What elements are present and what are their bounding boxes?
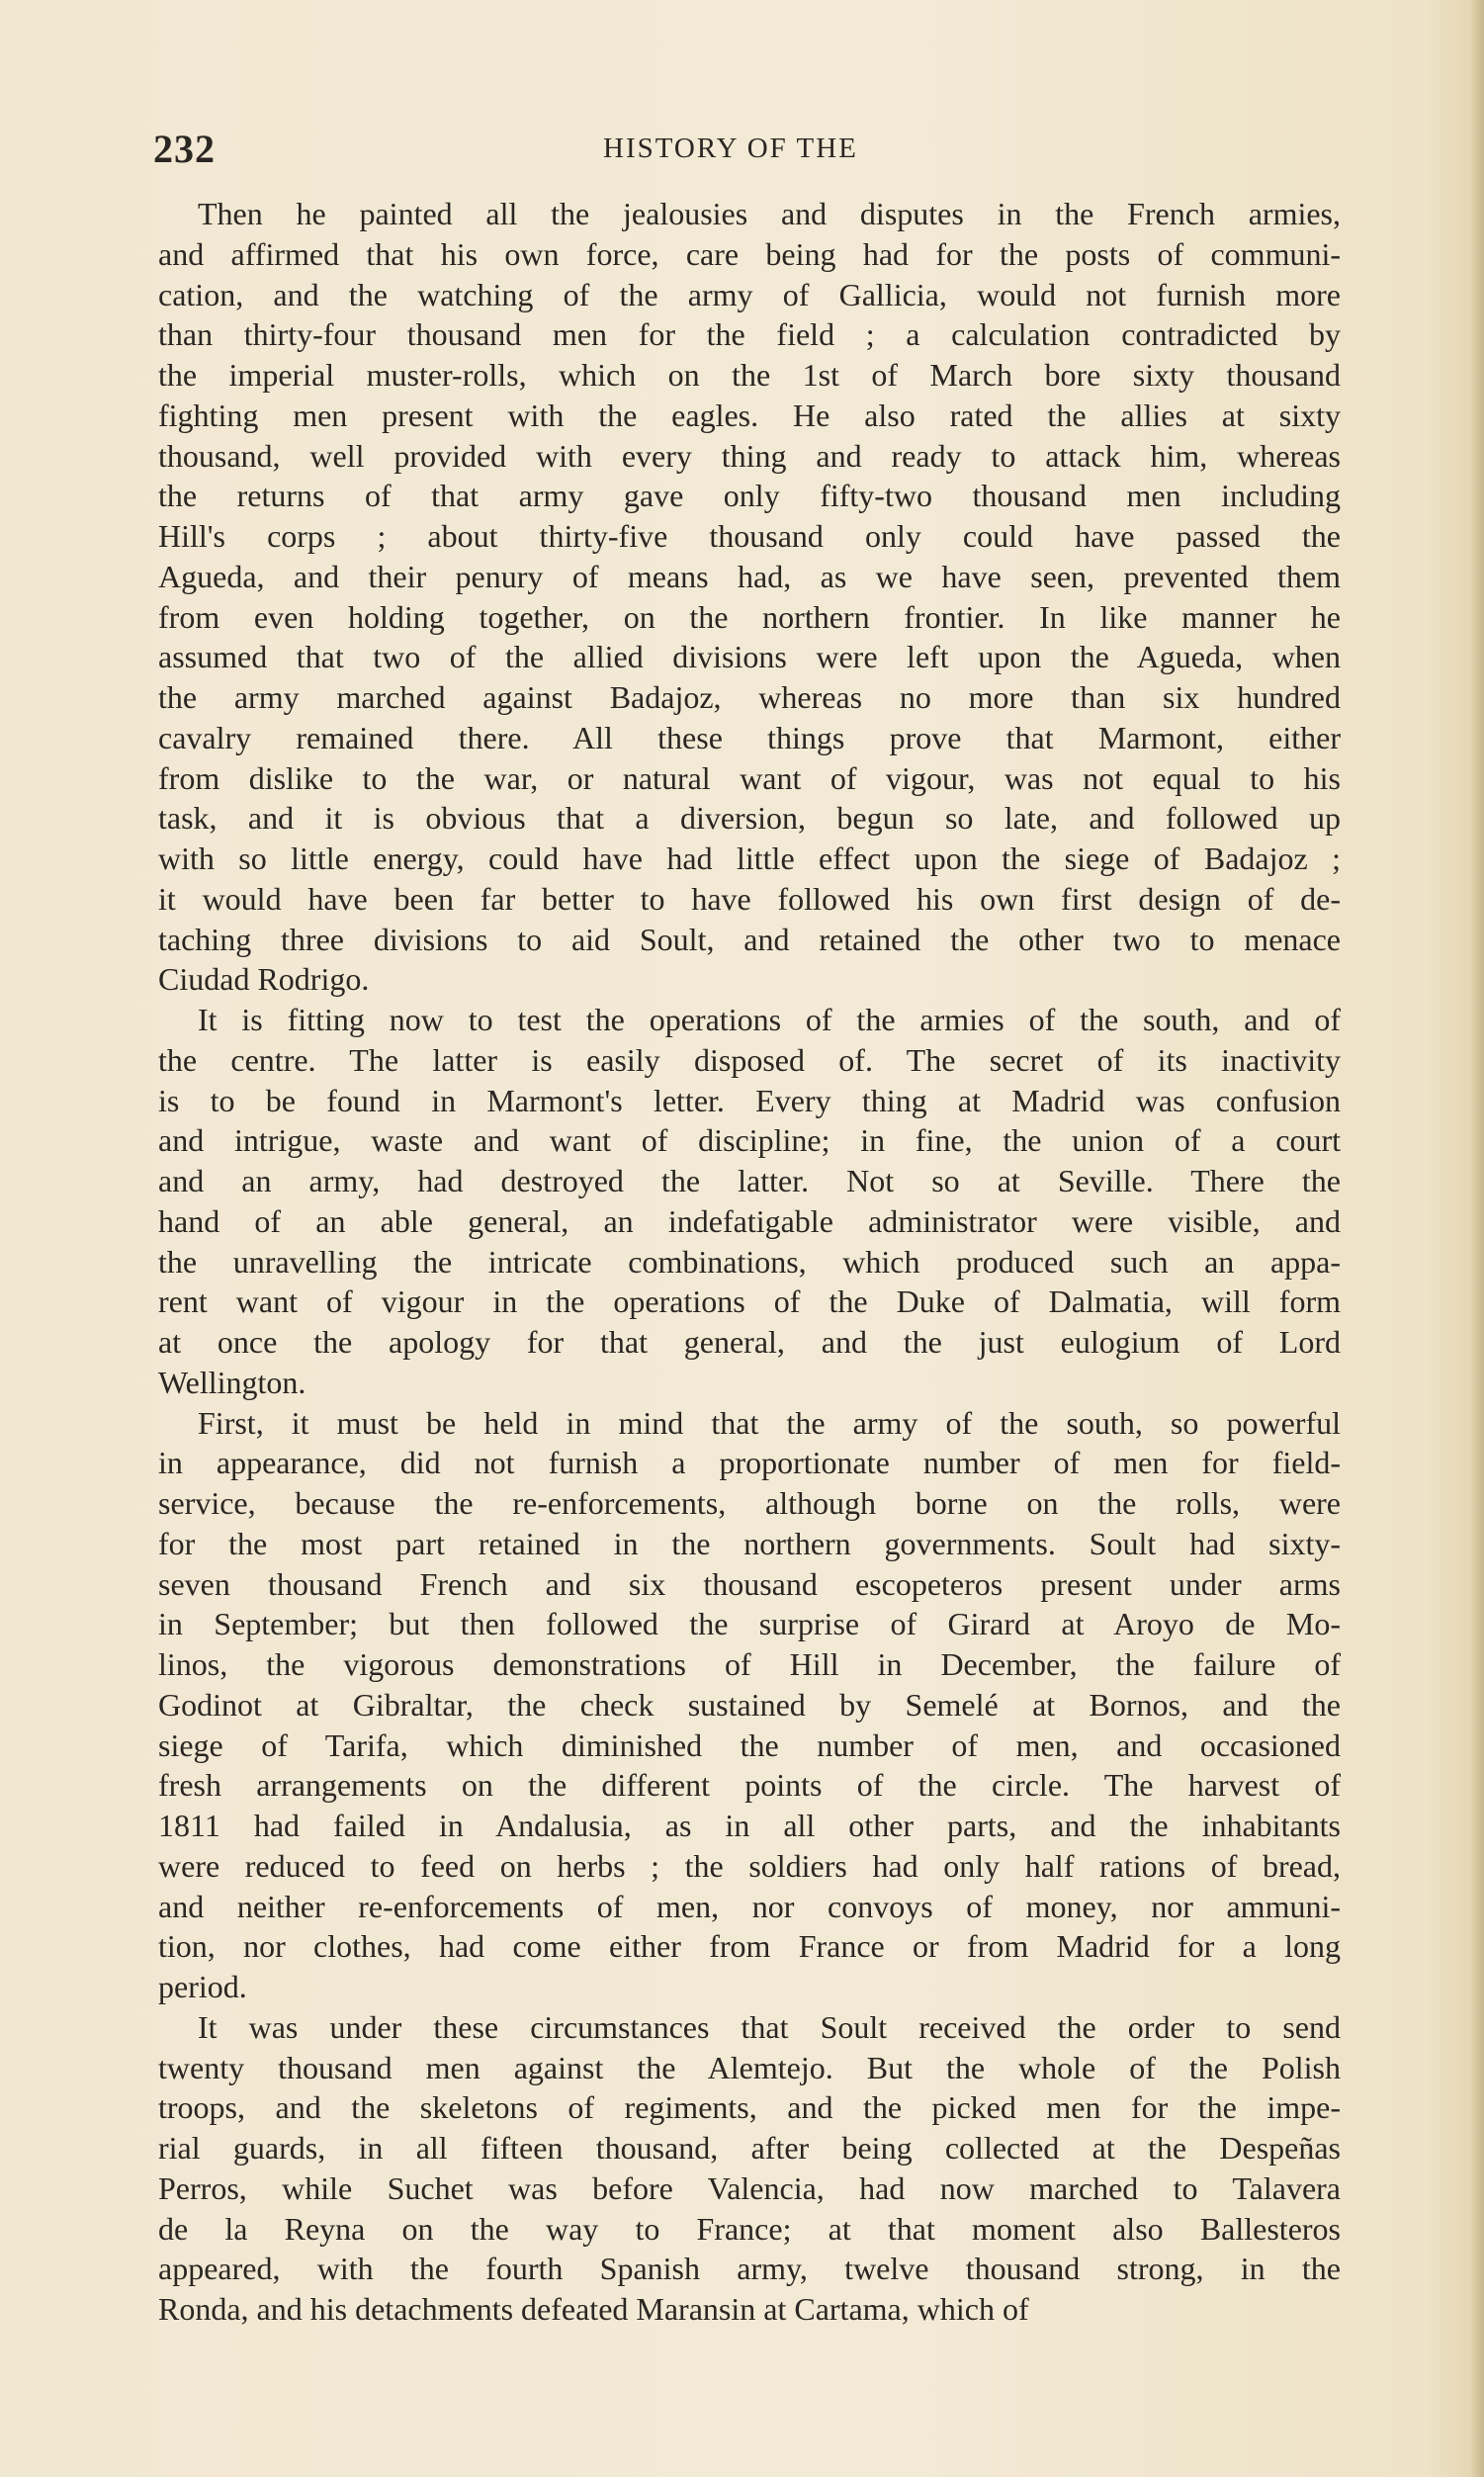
text-line: twenty thousand men against the Alemtejo. But the whole of the Polish (158, 2049, 1341, 2085)
text-line: and neither re-enforcements of men, nor convoys of money, nor ammuni- (158, 1888, 1341, 1924)
text-line: Godinot at Gibraltar, the check sustained by Semelé at Bornos, and the (158, 1686, 1341, 1723)
text-line: the returns of that army gave only fifty-two thousand men including (158, 478, 1341, 514)
text-line: siege of Tarifa, which diminished the number of men, and occasioned (158, 1726, 1341, 1763)
text-line: the army marched against Badajoz, whereas no more than six hundred (158, 679, 1341, 715)
text-line: with so little energy, could have had little effect upon the siege of Badajoz ; (158, 840, 1341, 876)
text-line: Then he painted all the jealousies and disputes in the French armies, (198, 196, 1341, 231)
text-line: tion, nor clothes, had come either from France or from Madrid for a long (158, 1928, 1341, 1965)
running-title: HISTORY OF THE (603, 133, 858, 164)
text-line: 1811 had failed in Andalusia, as in all other parts, and the inhabitants (158, 1808, 1341, 1843)
text-line: assumed that two of the allied divisions were left upon the Agueda, when (158, 639, 1341, 675)
text-line: the unravelling the intricate combinations, which produced such an appa- (158, 1243, 1341, 1280)
text-line: the imperial muster-rolls, which on the 1st of March bore sixty thousand (158, 357, 1341, 393)
text-line: from even holding together, on the northern frontier. In like manner he (158, 598, 1341, 635)
text-line: and an army, had destroyed the latter. Not so at Seville. There the (158, 1163, 1341, 1198)
text-line: were reduced to feed on herbs ; the soldiers had only half rations of bread, (158, 1847, 1341, 1884)
text-line: rent want of vigour in the operations of the Duke of Dalmatia, will form (158, 1283, 1341, 1320)
text-line: appeared, with the fourth Spanish army, twelve thousand strong, in the (158, 2251, 1341, 2287)
text-line: in September; but then followed the surprise of Girard at Aroyo de Mo- (158, 1606, 1341, 1642)
text-line: It was under these circumstances that Soult received the order to send (198, 2008, 1341, 2045)
text-line: it would have been far better to have followed his own first design of de- (158, 880, 1341, 917)
text-line: seven thousand French and six thousand escopeteros present under arms (158, 1565, 1341, 1602)
text-line: Ciudad Rodrigo. (158, 961, 370, 998)
text-line: Wellington. (158, 1364, 306, 1400)
text-line: linos, the vigorous demonstrations of Hill in December, the failure of (158, 1646, 1341, 1682)
text-line: hand of an able general, an indefatigable administrator were visible, and (158, 1202, 1341, 1239)
text-line: at once the apology for that general, and the just eulogium of Lord (158, 1324, 1341, 1360)
text-line: and intrigue, waste and want of discipline; in fine, the union of a court (158, 1122, 1341, 1159)
text-line: taching three divisions to aid Soult, and retained the other two to menace (158, 921, 1341, 957)
text-line: cation, and the watching of the army of Gallicia, would not furnish more (158, 276, 1341, 312)
text-line: period. (158, 1969, 247, 2004)
text-line: First, it must be held in mind that the army of the south, so powerful (198, 1404, 1341, 1441)
text-line: rial guards, in all fifteen thousand, after being collected at the Despeñas (158, 2130, 1341, 2166)
text-line: Ronda, and his detachments defeated Maransin at Cartama, which of (158, 2291, 1029, 2327)
page-number: 232 (153, 127, 216, 171)
body-text (158, 194, 1341, 2330)
text-line: troops, and the skeletons of regiments, and the picked men for the impe- (158, 2089, 1341, 2126)
text-line: and affirmed that his own force, care being had for the posts of communi- (158, 235, 1341, 272)
text-line: task, and it is obvious that a diversion, begun so late, and followed up (158, 800, 1341, 837)
text-line: from dislike to the war, or natural want of vigour, was not equal to his (158, 759, 1341, 796)
text-line: service, because the re-enforcements, although borne on the rolls, were (158, 1485, 1341, 1521)
text-line: than thirty-four thousand men for the field ; a calculation contradicted by (158, 316, 1341, 353)
text-line: cavalry remained there. All these things prove that Marmont, either (158, 719, 1341, 755)
page-edge-shadow (1470, 0, 1484, 2477)
text-line: thousand, well provided with every thing and ready to attack him, whereas (158, 437, 1341, 474)
text-line: fresh arrangements on the different points of the circle. The harvest of (158, 1767, 1341, 1804)
text-line: Perros, while Suchet was before Valencia, had now marched to Talavera (158, 2169, 1341, 2206)
text-line: fighting men present with the eagles. He also rated the allies at sixty (158, 397, 1341, 433)
text-line: is to be found in Marmont's letter. Every thing at Madrid was confusion (158, 1082, 1341, 1118)
text-line: the centre. The latter is easily disposed of. The secret of its inactivity (158, 1041, 1341, 1078)
text-line: Agueda, and their penury of means had, as we have seen, prevented them (158, 558, 1341, 594)
text-line: Hill's corps ; about thirty-five thousand only could have passed the (158, 518, 1341, 554)
text-line: It is fitting now to test the operations of the armies of the south, and of (198, 1002, 1341, 1037)
page-header (153, 125, 1340, 174)
text-line: in appearance, did not furnish a proportionate number of men for field- (158, 1445, 1341, 1481)
text-line: de la Reyna on the way to France; at that moment also Ballesteros (158, 2210, 1341, 2247)
text-line: for the most part retained in the northern governments. Soult had sixty- (158, 1525, 1341, 1561)
